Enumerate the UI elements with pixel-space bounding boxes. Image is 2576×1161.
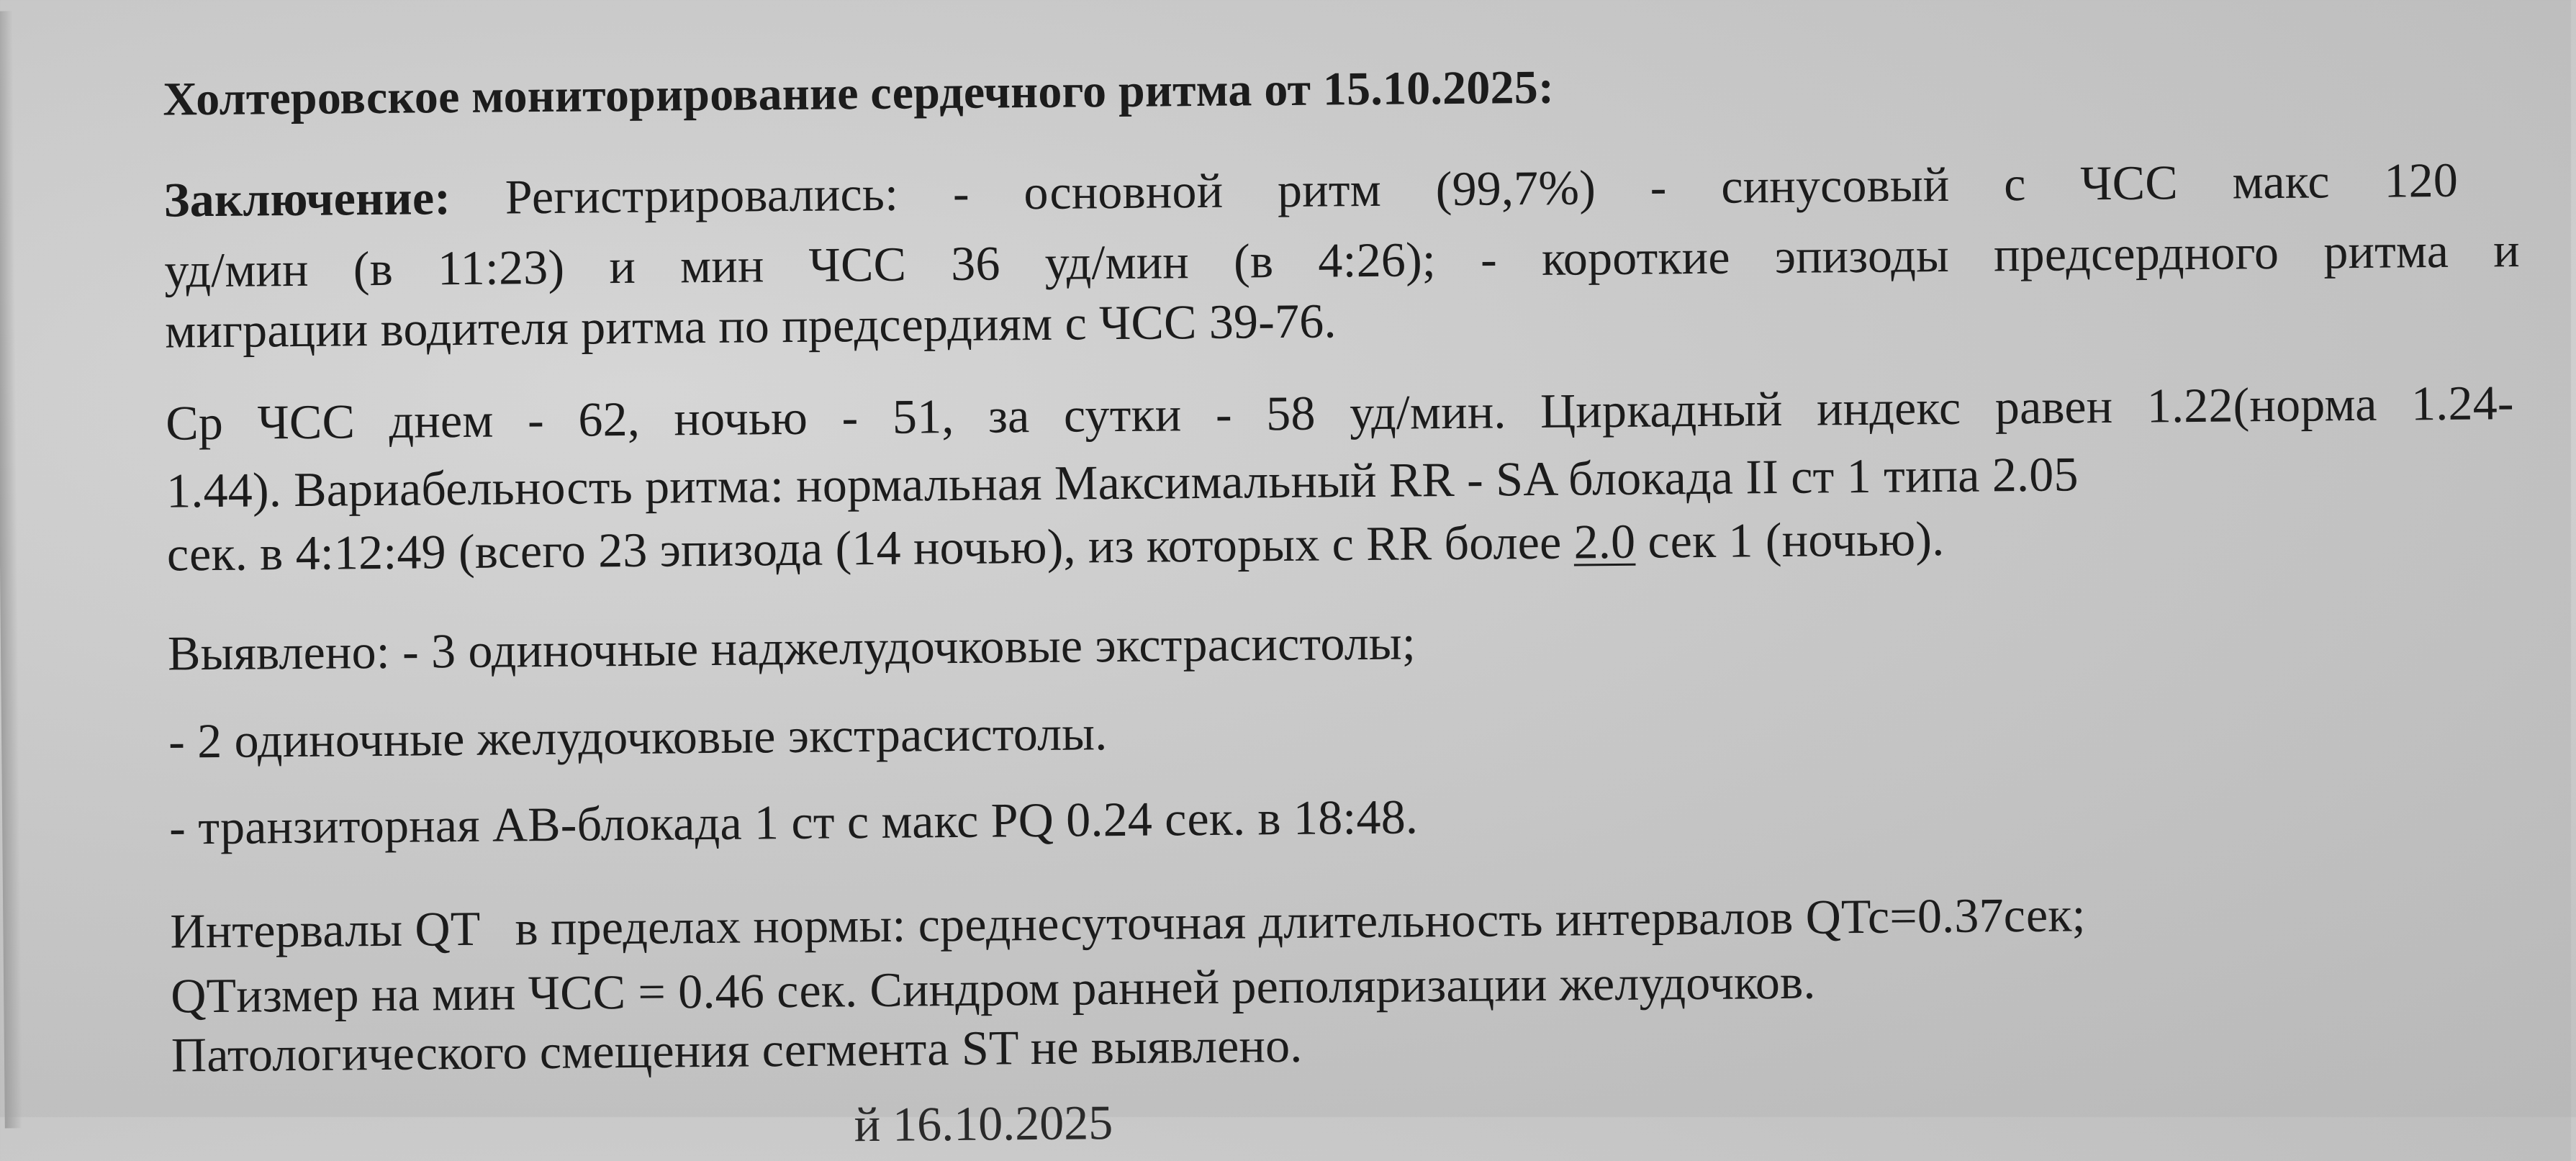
heart-rate-line-3-start: сек. в 4:12:49 (всего 23 эпизода (14 ночью), из которых с RR более bbox=[166, 514, 1574, 582]
conclusion-line-3: миграции водителя ритма по предсердиям с ЧСС 39-76. bbox=[164, 293, 1337, 358]
intervals-label: Интервалы QT bbox=[170, 900, 481, 959]
intervals-text-1: в пределах нормы: среднесуточная длительность интервалов QTc=0.37сек; bbox=[515, 887, 2086, 956]
conclusion-label: Заключение: bbox=[163, 170, 451, 227]
intervals-line-1 bbox=[170, 887, 2086, 959]
conclusion-line-2: уд/мин (в 11:23) и мин ЧСС 36 уд/мин (в 4:26); - короткие эпизоды предсердного ритма и bbox=[164, 222, 2521, 298]
heart-rate-line-3 bbox=[166, 511, 1945, 582]
heart-rate-line-3-end: сек 1 (ночью). bbox=[1635, 511, 1945, 569]
rr-threshold-underlined: 2.0 bbox=[1573, 513, 1636, 569]
document-title: Холтеровское мониторирование сердечного ритма от 15.10.2025: bbox=[163, 60, 1555, 126]
intervals-line-3: Патологического смещения сегмента ST не выявлено. bbox=[171, 1017, 1303, 1083]
findings-line-1: Выявлено: - 3 одиночные наджелудочковые экстрасистолы; bbox=[167, 615, 1416, 681]
findings-line-2: - 2 одиночные желудочковые экстрасистолы. bbox=[168, 705, 1108, 769]
paper-edge-shadow bbox=[0, 11, 22, 1128]
heart-rate-line-2: 1.44). Вариабельность ритма: нормальная Максимальный RR - SA блокада II ст 1 типа 2.05 bbox=[166, 446, 2079, 518]
intervals-line-2: QTизмер на мин ЧСС = 0.46 сек. Синдром ранней реполяризации желудочков. bbox=[170, 954, 1816, 1024]
conclusion-text-1: Регистрировались: - основной ритм (99,7%) - синусовый с ЧСС макс 120 bbox=[505, 152, 2459, 225]
conclusion-line-1 bbox=[163, 152, 2459, 227]
cut-off-line: й 16.10.2025 bbox=[854, 1095, 1113, 1152]
heart-rate-line-1: Ср ЧСС днем - 62, ночью - 51, за сутки - 58 уд/мин. Циркадный индекс равен 1.22(норма 1.24- bbox=[165, 375, 2515, 451]
findings-line-3: - транзиторная АВ-блокада 1 ст с макс PQ 0.24 сек. в 18:48. bbox=[168, 789, 1419, 855]
